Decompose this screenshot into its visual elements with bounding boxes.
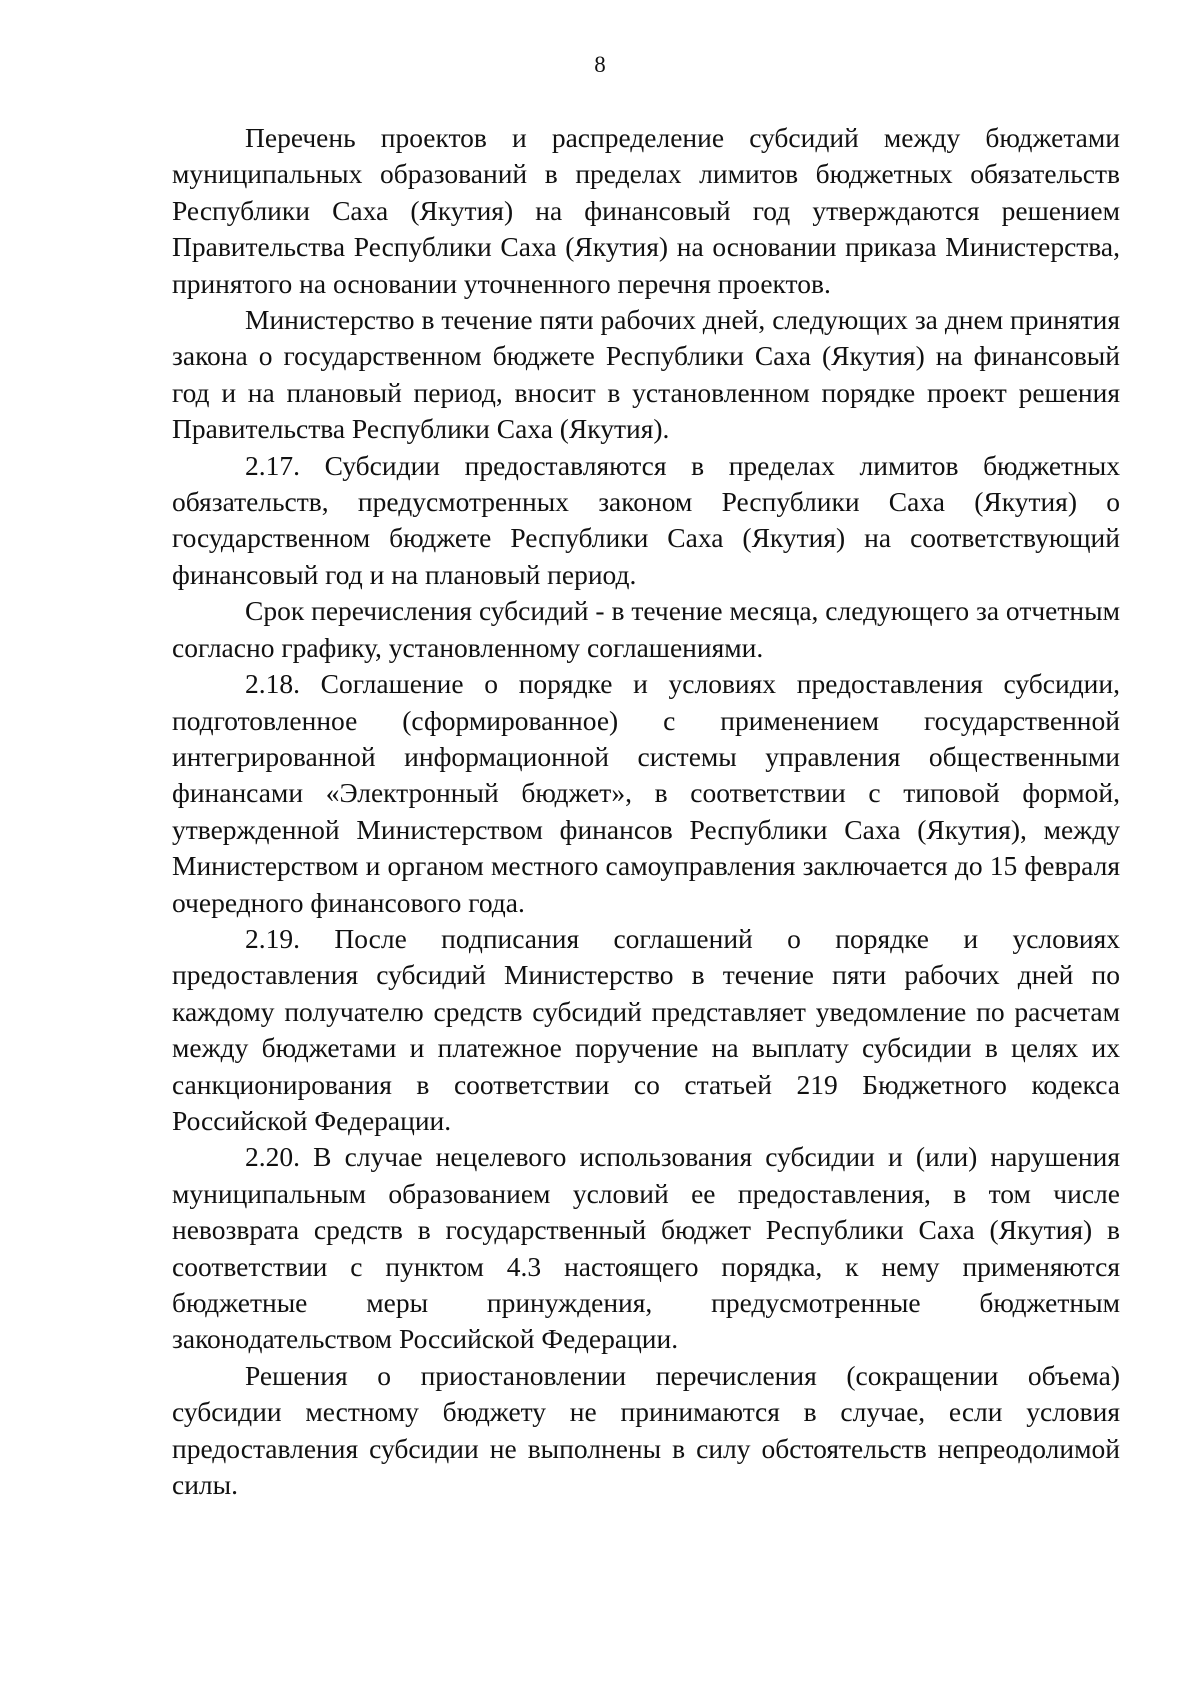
- paragraph-2-18: 2.18. Соглашение о порядке и условиях предоставления субсидии, подготовленное (сформированное) с применением государственной интегрированной информационной системы управления общественными финансами «Электронный бюджет», в соответствии с типовой формой, утвержденной Министерством финансов Республики Саха (Якутия), между Министерством и органом местного самоуправления заключается до 15 февраля очередного финансового года.: [172, 668, 1120, 918]
- paragraph-project-list: Перечень проектов и распределение субсидий между бюджетами муниципальных образований в пределах лимитов бюджетных обязательств Республики Саха (Якутия) на финансовый год утверждаются решением Правительства Республики Саха (Якутия) на основании приказа Министерства, принятого на основании уточненного перечня проектов.: [172, 122, 1120, 299]
- paragraph-2-17: 2.17. Субсидии предоставляются в пределах лимитов бюджетных обязательств, предусмотренных законом Республики Саха (Якутия) о государственном бюджете Республики Саха (Якутия) на соответствующий финансовый год и на плановый период.: [172, 449, 1120, 590]
- paragraph-ministry-submission: Министерство в течение пяти рабочих дней, следующих за днем принятия закона о государственном бюджете Республики Саха (Якутия) на финансовый год и на плановый период, вносит в установленном порядке проект решения Правительства Республики Саха (Якутия).: [172, 304, 1120, 445]
- document-body: [172, 120, 1120, 1503]
- page-number: 8: [594, 52, 606, 77]
- paragraph-2-20: 2.20. В случае нецелевого использования субсидии и (или) нарушения муниципальным образованием условий ее предоставления, в том числе невозврата средств в государственный бюджет Республики Саха (Якутия) в соответствии с пунктом 4.3 настоящего порядка, к нему применяются бюджетные меры принуждения, предусмотренные бюджетным законодательством Российской Федерации.: [172, 1141, 1120, 1355]
- paragraph-suspension-decisions: Решения о приостановлении перечисления (сокращении объема) субсидии местному бюджету не принимаются в случае, если условия предоставления субсидии не выполнены в силу обстоятельств непреодолимой силы.: [172, 1359, 1120, 1501]
- paragraph-2-19: 2.19. После подписания соглашений о порядке и условиях предоставления субсидий Министерство в течение пяти рабочих дней по каждому получателю средств субсидий представляет уведомление по расчетам между бюджетами и платежное поручение на выплату субсидии в целях их санкционирования в соответствии со статьей 219 Бюджетного кодекса Российской Федерации.: [172, 922, 1120, 1136]
- paragraph-transfer-term: Срок перечисления субсидий - в течение месяца, следующего за отчетным согласно графику, установленному соглашениями.: [172, 595, 1120, 663]
